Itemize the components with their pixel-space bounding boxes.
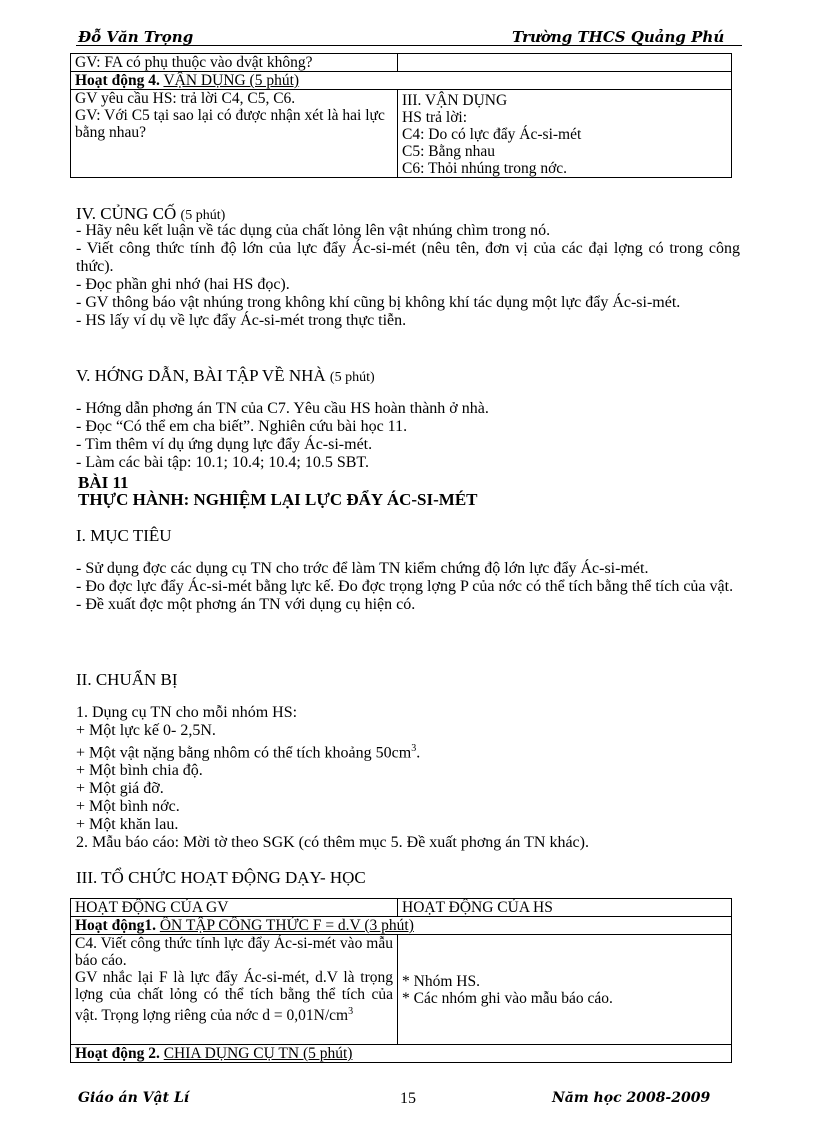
list-item: - Hãy nêu kết luận về tác dụng của chất lỏng lên vật nhúng chìm trong nó. xyxy=(76,222,551,239)
activity1-row xyxy=(71,917,732,935)
table2-gv-line xyxy=(75,969,393,1024)
list-item: - GV thông báo vật nhúng trong không khí cũng bị không khí tác dụng một lực đẩy Ác-si-mét. xyxy=(76,294,681,311)
list-item: - Đọc “Có thể em cha biết”. Nghiên cứu bài học 11. xyxy=(76,418,408,435)
table1-hs-line: HS trả lời: xyxy=(402,109,468,126)
section3-heading: III. TỔ CHỨC HOẠT ĐỘNG DẠY- HỌC xyxy=(76,868,366,887)
lesson-title: THỰC HÀNH: NGHIỆM LẠI LỰC ĐẨY ÁC-SI-MÉT xyxy=(78,490,478,509)
col-header-gv: HOẠT ĐỘNG CỦA GV xyxy=(71,899,398,917)
section4-heading-text: IV. CỦNG CỐ xyxy=(76,204,177,223)
list-item: - Đọc phần ghi nhớ (hai HS đọc). xyxy=(76,276,290,293)
list-item-text: + Một vật nặng bằng nhôm có thể tích khoảng 50cm xyxy=(76,744,412,762)
list-item: - Đề xuất đợc một phơng án TN với dụng cụ hiện có. xyxy=(76,596,416,613)
list-item: + Một khăn lau. xyxy=(76,816,179,834)
activity4-label: Hoạt động 4. xyxy=(75,72,160,89)
activity2-row xyxy=(71,1045,732,1063)
section4-list xyxy=(76,222,740,330)
superscript: 3 xyxy=(348,1006,354,1017)
preparation-heading: II. CHUẨN BỊ xyxy=(76,670,178,689)
table1-gv-line: GV yêu cầu HS: trả lời C4, C5, C6. xyxy=(75,90,296,107)
activity1-title: ÔN TẬP CÔNG THỨC F = d.V (3 phút) xyxy=(159,917,414,934)
objectives-heading: I. MỤC TIÊU xyxy=(76,526,172,545)
table1-gv-cell xyxy=(71,90,398,178)
list-item: - Sử dụng đợc các dụng cụ TN cho trớc để làm TN kiểm chứng độ lớn lực đẩy Ác-si-mét. xyxy=(76,560,649,577)
preparation-list xyxy=(76,704,740,852)
table1-gv-line: GV: Với C5 tại sao lại có được nhận xét là hai lực bằng nhau? xyxy=(75,107,385,141)
list-item: + Một bình nớc. xyxy=(76,798,180,816)
table2-hs-cell xyxy=(398,935,732,1045)
list-item: 2. Mẫu báo cáo: Mời tờ theo SGK (có thêm mục 5. Đề xuất phơng án TN khác). xyxy=(76,834,589,852)
table1-row0-empty xyxy=(398,54,732,72)
col-header-hs: HOẠT ĐỘNG CỦA HS xyxy=(398,899,732,917)
table1-hs-line: III. VẬN DỤNG xyxy=(402,92,508,109)
list-item: + Một vật nặng bằng nhôm có thể tích khoảng $50cm^3$. xyxy=(76,743,421,762)
section5-heading-time: (5 phút) xyxy=(329,370,375,385)
table1-hs-line: C6: Thỏi nhúng trong nớc. xyxy=(402,160,568,177)
list-item: 1. Dụng cụ TN cho mỗi nhóm HS: xyxy=(76,704,298,721)
footer-left: Giáo án Vật Lí xyxy=(78,1090,190,1106)
header-author: Đỗ Văn Trọng xyxy=(78,28,194,46)
header-school: Trường THCS Quảng Phú xyxy=(512,28,725,46)
list-item: - Đo đợc lực đẩy Ác-si-mét bằng lực kế. Đo đợc trọng lợng P của nớc có thể tích bằng thể tích của vật. xyxy=(76,578,734,595)
section5-list xyxy=(76,400,740,472)
list-item: + Một bình chia độ. xyxy=(76,762,203,780)
table1-hs-cell xyxy=(398,90,732,178)
list-item: + Một giá đỡ. xyxy=(76,780,164,798)
table1-hs-line: C5: Bằng nhau xyxy=(402,143,495,160)
table2-gv-line: C4. Viết công thức tính lực đẩy Ác-si-mét vào mẫu báo cáo. xyxy=(75,935,393,969)
table1-row0: GV: FA có phụ thuộc vào dvật không? xyxy=(71,54,398,72)
list-item: - HS lấy ví dụ về lực đẩy Ác-si-mét trong thực tiễn. xyxy=(76,312,407,329)
list-item: + Một lực kế 0- 2,5N. xyxy=(76,722,216,739)
table2-hs-line: * Các nhóm ghi vào mẫu báo cáo. xyxy=(402,989,613,1007)
header-rule xyxy=(76,45,742,46)
activity-table-1 xyxy=(70,53,732,178)
table2-gv-text: GV nhắc lại F là lực đẩy Ác-si-mét, d.V là trọng lợng của chất lỏng có thể tích bằng thể tích của vật. Trọng lợng riêng của nớc d = 0,01N/cm xyxy=(75,969,393,1025)
list-item: - Làm các bài tập: 10.1; 10.4; 10.4; 10.5 SBT. xyxy=(76,454,369,471)
footer-right: Năm học 2008-2009 xyxy=(552,1090,711,1106)
list-item: - Tìm thêm ví dụ ứng dụng lực đẩy Ác-si-mét. xyxy=(76,436,373,453)
section4-heading-time: (5 phút) xyxy=(180,208,226,223)
superscript: 3 xyxy=(411,743,417,754)
section4-heading xyxy=(76,204,225,224)
activity1-label: Hoạt động1. xyxy=(75,917,156,934)
activity4-title: VẬN DỤNG (5 phút) xyxy=(163,72,300,89)
list-item: - Viết công thức tính độ lớn của lực đẩy Ác-si-mét (nêu tên, đơn vị của các đại lợng có trong công thức). xyxy=(76,240,740,275)
page-number: 15 xyxy=(400,1090,416,1107)
list-item: - Hớng dẫn phơng án TN của C7. Yêu cầu HS hoàn thành ở nhà. xyxy=(76,400,489,417)
table2-hs-line: * Nhóm HS. xyxy=(402,972,480,990)
objectives-list xyxy=(76,560,740,614)
activity-table-2 xyxy=(70,898,732,1063)
table1-hs-line: C4: Do có lực đẩy Ác-si-mét xyxy=(402,126,582,143)
lesson-number: BÀI 11 xyxy=(78,473,129,492)
table2-gv-cell xyxy=(71,935,398,1045)
activity2-label: Hoạt động 2. xyxy=(75,1045,160,1062)
section5-heading xyxy=(76,366,375,386)
activity2-title: CHIA DỤNG CỤ TN (5 phút) xyxy=(163,1045,353,1062)
section5-heading-text: V. HỚNG DẪN, BÀI TẬP VỀ NHÀ xyxy=(76,366,326,385)
activity4-row xyxy=(71,72,732,90)
